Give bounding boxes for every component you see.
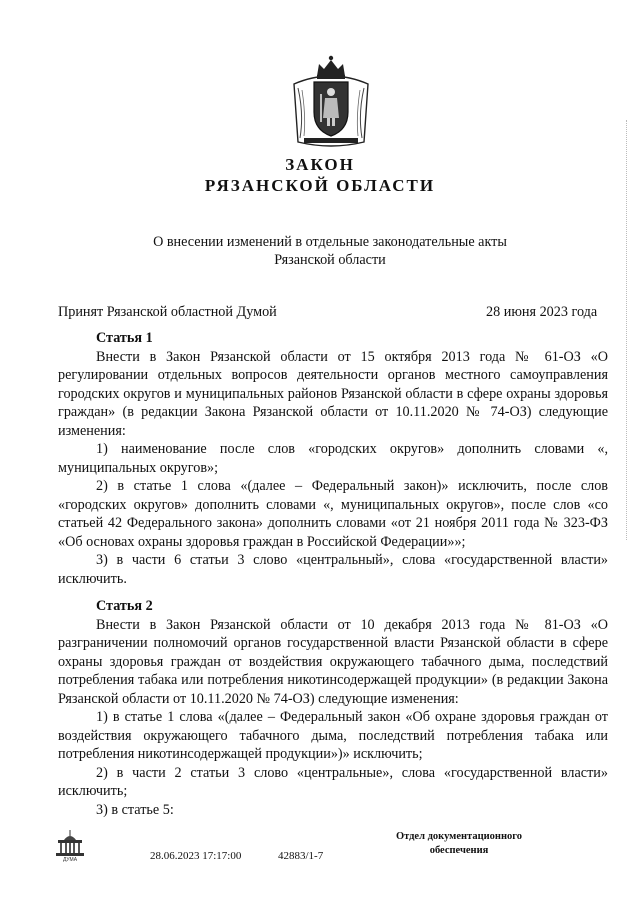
scan-margin-line bbox=[626, 120, 628, 540]
law-subject-line2: Рязанской области bbox=[274, 252, 386, 268]
article-2-paragraph: 3) в статье 5: bbox=[96, 801, 174, 818]
law-region: РЯЗАНСКОЙ ОБЛАСТИ bbox=[204, 176, 436, 195]
department-stamp bbox=[374, 830, 544, 858]
article-1-paragraph: 2) в статье 1 слова «(далее – Федеральный закон)» исключить, после слов «городских округов» дополнить словами «, муниципальных округов», после слов «со статьей 42 Федерального закона» дополнить словами «от 21 ноября 2011 года № 323-ФЗ «Об основах охраны здоровья граждан в Российской Федерации»»; bbox=[58, 478, 608, 550]
stamp-line-1: Отдел документационного bbox=[395, 831, 523, 842]
coat-of-arms-emblem bbox=[290, 54, 372, 150]
article-1-paragraph: 3) в части 6 статьи 3 слово «центральный», слова «государственной власти» исключить. bbox=[58, 552, 608, 587]
article-2-heading: Статья 2 bbox=[96, 598, 153, 614]
registration-timestamp: 28.06.2023 17:17:00 bbox=[150, 850, 242, 862]
article-1-paragraph: Внести в Закон Рязанской области от 15 октября 2013 года № 61-ОЗ «О регулировании отдельных вопросов деятельности органов местного самоуправления городских округов и муниципальных районов Рязанской области в сфере охраны здоровья граждан» (в редакции Закона Рязанской области от 10.11.2020 № 74-ОЗ) следующие изменения: bbox=[58, 348, 608, 439]
stamp-line-2: обеспечения bbox=[429, 845, 489, 856]
article-1 bbox=[58, 329, 608, 588]
law-title: ЗАКОН bbox=[285, 155, 355, 174]
adoption-date: 28 июня 2023 года bbox=[486, 304, 598, 320]
article-2 bbox=[58, 597, 608, 819]
article-1-paragraph: 1) наименование после слов «городских округов» дополнить словами «, муниципальных округов»; bbox=[58, 441, 608, 476]
registration-code: 42883/1-7 bbox=[278, 850, 324, 862]
article-2-paragraph: Внести в Закон Рязанской области от 10 декабря 2013 года № 81-ОЗ «О разграничении полномочий органов государственной власти Рязанской области в сфере охраны здоровья граждан от воздействия окружающего табачного дыма, последствий потребления табака или потребления никотинсодержащей продукции» (в редакции Закона Рязанской области от 10.11.2020 № 74-ОЗ) следующие изменения: bbox=[58, 616, 608, 707]
duma-logo-icon bbox=[54, 828, 86, 862]
adopted-by: Принят Рязанской областной Думой bbox=[58, 304, 277, 320]
article-1-heading: Статья 1 bbox=[96, 330, 153, 346]
duma-logo-text: ДУМА bbox=[62, 857, 78, 862]
law-subject-line1: О внесении изменений в отдельные законодательные акты bbox=[153, 234, 507, 250]
article-2-paragraph: 1) в статье 1 слова «(далее – Федеральный закон «Об охране здоровья граждан от воздействия окружающего табачного дыма, последствий потребления табака или потребления никотинсодержащей продукции»)» исключить; bbox=[58, 709, 608, 762]
article-2-paragraph: 2) в части 2 статьи 3 слово «центральные», слова «государственной власти» исключить; bbox=[58, 764, 608, 799]
